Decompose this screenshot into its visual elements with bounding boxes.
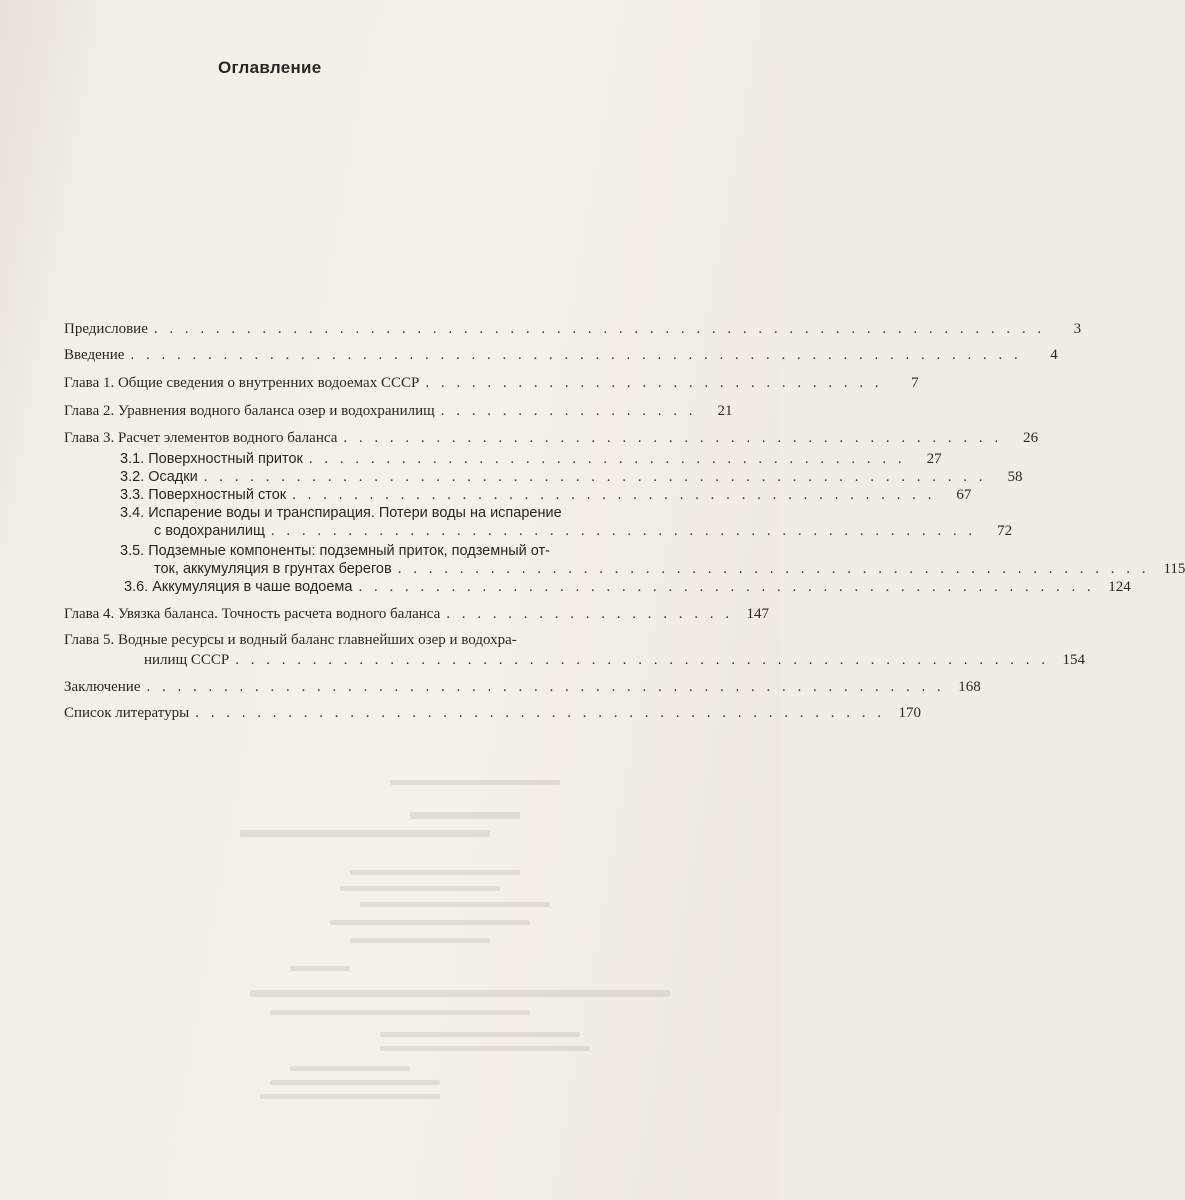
- toc-entry-section-3-1[interactable]: [120, 450, 942, 468]
- toc-label: Глава 3. Расчет элементов водного баланса: [64, 430, 338, 446]
- toc-label: Заключение: [64, 679, 141, 695]
- toc-label: Глава 4. Увязка баланса. Точность расчета водного баланса: [64, 606, 441, 622]
- toc-page-number: 67: [956, 487, 972, 503]
- leader-dots: . . . . . . . . . . . . . . . . . . . . . . . . . . . . . . . . . . . . . . . . . . . . . . . . .: [397, 561, 1150, 577]
- toc-entry-introduction[interactable]: [64, 346, 1058, 364]
- toc-label: Глава 1. Общие сведения о внутренних водоемах СССР: [64, 375, 420, 391]
- toc-page-number: 4: [1050, 347, 1058, 363]
- toc-entry-chapter-2[interactable]: [64, 402, 733, 420]
- toc-label: Введение: [64, 347, 125, 363]
- toc-label: Глава 2. Уравнения водного баланса озер и водохранилищ: [64, 403, 435, 419]
- toc-entry-conclusion[interactable]: [64, 678, 981, 696]
- leader-dots: . . . . . . . . . . . . . . . . . . . . . . . . . . . . . . . . . . . . . . . . . . . . . . . . . . . .: [146, 679, 945, 695]
- bleed-through-texture: [230, 770, 690, 1110]
- toc-page-number: 147: [746, 606, 770, 622]
- toc-page-number: 58: [1007, 469, 1023, 485]
- toc-entry-section-3-4-line-1: 3.4. Испарение воды и транспирация. Потери воды на испарение: [120, 505, 562, 521]
- toc-page-number: 27: [926, 451, 942, 467]
- toc-page-number: 7: [911, 375, 919, 391]
- leader-dots: . . . . . . . . . . . . . . . . . . . . . . . . . . . . . . . . . . . . . . . . . . . . . . . . . . .: [203, 469, 987, 485]
- leader-dots: . . . . . . . . . . . . . . . . . . . . . . . . . . . . . . . . . . . . . . . . . . . . . . . . . . . . .: [235, 652, 1049, 668]
- leader-dots: . . . . . . . . . . . . . . . . . . . . . . . . . . . . . . . . . . . . . . . . . . . . .: [195, 705, 885, 721]
- toc-label: 3.3. Поверхностный сток: [120, 487, 287, 503]
- toc-entry-chapter-1[interactable]: [64, 374, 919, 392]
- toc-label-continuation: нилищ СССР: [144, 652, 230, 668]
- leader-dots: . . . . . . . . . . . . . . . . . . . . . . . . . . . . . . . . . . . . . . . . . .: [292, 487, 936, 503]
- toc-label: 3.2. Осадки: [120, 469, 198, 485]
- toc-label: 3.6. Аккумуляция в чаше водоема: [124, 579, 353, 595]
- leader-dots: . . . . . . . . . . . . . . . . . . . . . . . . . . . . . . . . . . . . . . . . . . . . . . . . . . . . . . . . . .: [130, 347, 1022, 363]
- toc-label-continuation: с водохранилищ: [154, 523, 265, 539]
- toc-entry-bibliography[interactable]: [64, 704, 921, 722]
- toc-page-number: 124: [1108, 579, 1131, 595]
- leader-dots: . . . . . . . . . . . . . . . . . . . . . . . . . . . . . .: [425, 375, 883, 391]
- toc-entry-preface[interactable]: [64, 320, 1082, 338]
- toc-label: 3.1. Поверхностный приток: [120, 451, 303, 467]
- toc-page-number: 26: [1023, 430, 1039, 446]
- leader-dots: . . . . . . . . . . . . . . . . . . . . . . . . . . . . . . . . . . . . . . . . . . . . . . . .: [358, 579, 1095, 595]
- toc-entry-chapter-3[interactable]: [64, 429, 1039, 447]
- toc-page-number: 3: [1073, 321, 1082, 337]
- toc-label-continuation: ток, аккумуляция в грунтах берегов: [154, 561, 392, 577]
- leader-dots: . . . . . . . . . . . . . . . . . . . . . . . . . . . . . . . . . . . . . . .: [308, 451, 906, 467]
- toc-page-number: 168: [958, 679, 981, 695]
- toc-entry-section-3-5-line-1: 3.5. Подземные компоненты: подземный приток, подземный от-: [120, 543, 550, 559]
- toc-label: Список литературы: [64, 705, 190, 721]
- toc-entry-section-3-2[interactable]: [120, 468, 1023, 486]
- toc-entry-section-3-6[interactable]: [124, 578, 1131, 596]
- toc-page-number: 154: [1062, 652, 1085, 668]
- leader-dots: . . . . . . . . . . . . . . . . . . . . . . . . . . . . . . . . . . . . . . . . . . . . . . . . . . . . . . . . . .: [153, 321, 1046, 337]
- toc-page-number: 115: [1163, 561, 1185, 577]
- leader-dots: . . . . . . . . . . . . . . . . . . .: [446, 606, 734, 622]
- leader-dots: . . . . . . . . . . . . . . . . .: [440, 403, 697, 419]
- toc-page-number: 72: [997, 523, 1013, 539]
- toc-entry-chapter-5-line-1: Глава 5. Водные ресурсы и водный баланс главнейших озер и водохра-: [64, 632, 517, 648]
- toc-page-number: 21: [717, 403, 733, 419]
- toc-page-number: 170: [898, 705, 921, 721]
- toc-entry-section-3-5[interactable]: [154, 560, 1185, 578]
- page-title: Оглавление: [218, 58, 322, 77]
- leader-dots: . . . . . . . . . . . . . . . . . . . . . . . . . . . . . . . . . . . . . . . . . . .: [343, 430, 1003, 446]
- toc-entry-section-3-3[interactable]: [120, 486, 972, 504]
- toc-entry-chapter-5[interactable]: [144, 651, 1085, 669]
- leader-dots: . . . . . . . . . . . . . . . . . . . . . . . . . . . . . . . . . . . . . . . . . . . . . .: [270, 523, 977, 539]
- toc-entry-chapter-4[interactable]: [64, 605, 770, 623]
- toc-label: Предисловие: [64, 321, 148, 337]
- toc-entry-section-3-4[interactable]: [154, 522, 1013, 540]
